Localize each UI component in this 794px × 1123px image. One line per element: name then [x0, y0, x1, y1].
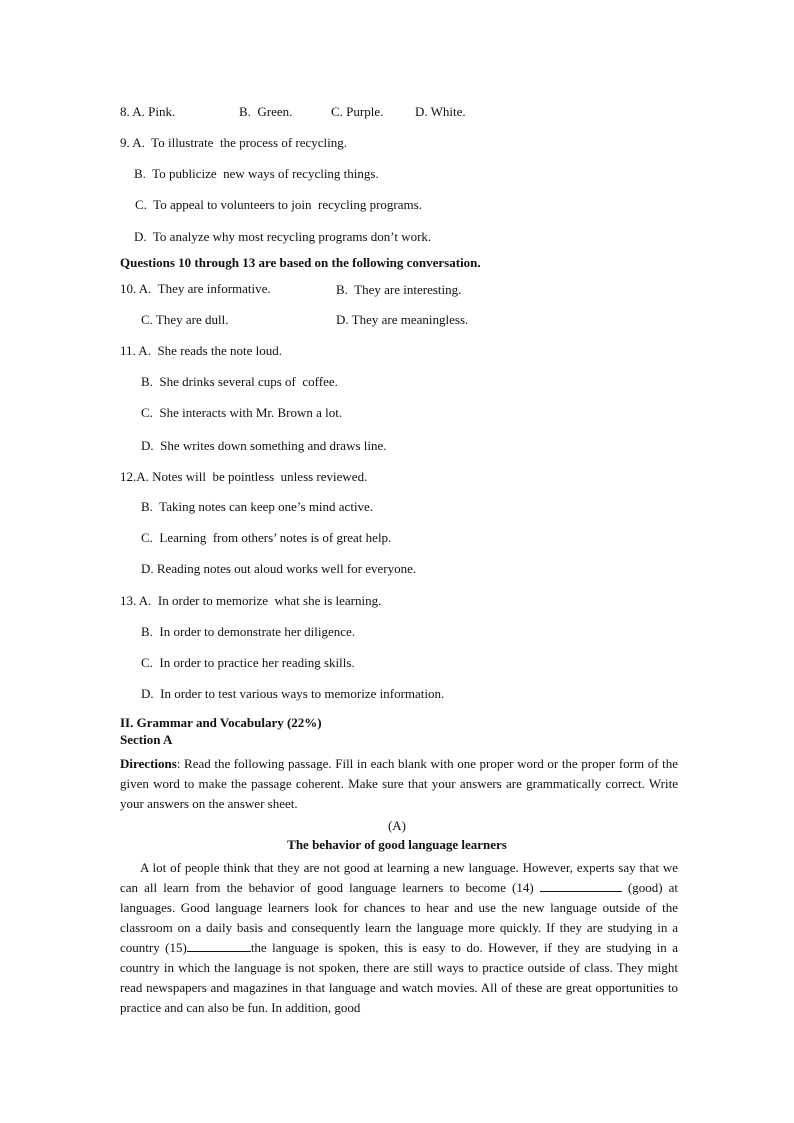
q9-option-a: 9. A. To illustrate the process of recycling.	[120, 135, 348, 150]
section-2-title: II. Grammar and Vocabulary (22%)	[120, 715, 322, 730]
directions-paragraph	[120, 754, 678, 814]
q9-option-c: C. To appeal to volunteers to join recycling programs.	[135, 197, 422, 212]
q10-option-d: D. They are meaningless.	[336, 312, 469, 327]
q10-option-b: B. They are interesting.	[336, 282, 462, 297]
passage-title: The behavior of good language learners	[287, 837, 507, 852]
q13-option-c: C. In order to practice her reading skills.	[141, 655, 355, 670]
q12-option-c: C. Learning from others’ notes is of great help.	[141, 530, 392, 545]
q9-option-d: D. To analyze why most recycling programs don’t work.	[134, 229, 432, 244]
q11-option-b: B. She drinks several cups of coffee.	[141, 374, 338, 389]
q10-option-a: 10. A. They are informative.	[120, 281, 271, 296]
directions-text: : Read the following passage. Fill in each blank with one proper word or the proper form of the given word to make the passage coherent. Make sure that your answers are grammatically correct. Write your answers on the answer sheet.	[120, 756, 678, 811]
passage-part-3: the language is spoken, this is easy to do. However, if they are studying in a country in which the language is not spoken, there are still ways to practice outside of class. They might read newspapers and magazines in that language and watch movies. All of these are great opportunities to practice and can also be fun. In addition, good	[120, 940, 679, 1015]
q13-option-a: 13. A. In order to memorize what she is learning.	[120, 593, 382, 608]
q11-option-c: C. She interacts with Mr. Brown a lot.	[141, 405, 343, 420]
passage-part-2: (good) at languages. Good language learners look for chances to hear and use the new language outside of the classroom on a daily basis and consequently learn the language more quickly. If they are studying in a country (15)	[120, 880, 678, 955]
questions-10-13-heading: Questions 10 through 13 are based on the following conversation.	[120, 255, 481, 270]
q12-option-d: D. Reading notes out aloud works well for everyone.	[141, 561, 417, 576]
q10-option-c: C. They are dull.	[141, 312, 229, 327]
passage-part-1: A lot of people think that they are not good at learning a new language. However, experts say that we can all learn from the behavior of good language learners to become (14)	[120, 860, 678, 895]
passage-label: (A)	[387, 818, 407, 833]
blank-14[interactable]	[540, 879, 622, 892]
passage-body	[120, 858, 678, 1018]
q8-option-b: B. Green.	[239, 104, 293, 119]
q13-option-b: B. In order to demonstrate her diligence.	[141, 624, 356, 639]
q11-option-a: 11. A. She reads the note loud.	[120, 343, 282, 358]
q12-option-a: 12.A. Notes will be pointless unless reviewed.	[120, 469, 368, 484]
q12-option-b: B. Taking notes can keep one’s mind active.	[141, 499, 374, 514]
q8-option-a: 8. A. Pink.	[120, 104, 176, 119]
section-a-title: Section A	[120, 732, 173, 747]
blank-15[interactable]	[187, 939, 251, 952]
q8-option-c: C. Purple.	[331, 104, 384, 119]
q9-option-b: B. To publicize new ways of recycling things.	[134, 166, 379, 181]
q11-option-d: D. She writes down something and draws line.	[141, 438, 387, 453]
q8-option-d: D. White.	[415, 104, 466, 119]
q13-option-d: D. In order to test various ways to memorize information.	[141, 686, 445, 701]
directions-label: Directions	[120, 756, 177, 771]
